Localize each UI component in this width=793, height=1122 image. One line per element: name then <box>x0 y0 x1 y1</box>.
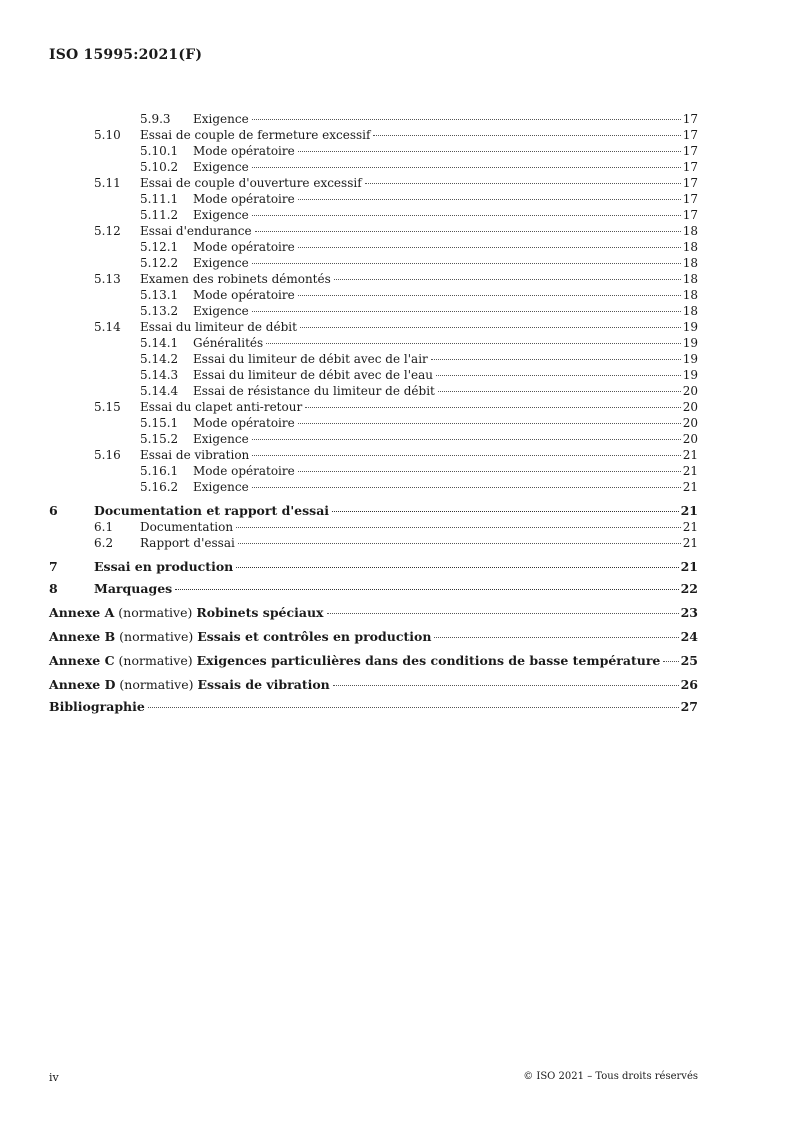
toc-entry-5-9-3[interactable] <box>49 111 698 127</box>
dot-leader <box>334 279 681 280</box>
toc-number: 5.15 <box>94 400 121 414</box>
dot-leader <box>434 637 678 638</box>
toc-page: 17 <box>682 112 698 126</box>
toc-entry-7[interactable] <box>49 559 698 575</box>
toc-page: 20 <box>682 384 698 398</box>
toc-page: 20 <box>682 432 698 446</box>
toc-number: 6.2 <box>94 536 114 550</box>
dot-leader <box>327 613 679 614</box>
toc-annex-b[interactable] <box>49 629 698 645</box>
toc-entry-5-16-1[interactable] <box>49 463 698 479</box>
toc-page: 20 <box>682 400 698 414</box>
annex-type: (normative) <box>118 605 193 620</box>
toc-number: 5.14.1 <box>140 336 179 350</box>
page-number: iv <box>49 1071 59 1084</box>
toc-number: 5.14.4 <box>140 384 179 398</box>
dot-leader <box>252 215 681 216</box>
toc-page: 17 <box>682 144 698 158</box>
toc-page: 21 <box>682 480 698 494</box>
toc-title: Exigence <box>193 480 249 494</box>
toc-title: Documentation <box>140 520 234 534</box>
dot-leader <box>252 455 680 456</box>
toc-entry-5-12-1[interactable] <box>49 239 698 255</box>
toc-page: 18 <box>682 224 698 238</box>
dot-leader <box>300 327 681 328</box>
toc-title: Mode opératoire <box>193 416 295 430</box>
toc-bibliography[interactable] <box>49 699 698 715</box>
toc-title <box>49 653 661 669</box>
toc-entry-5-14-2[interactable] <box>49 351 698 367</box>
toc-entry-6-2[interactable] <box>49 535 698 551</box>
toc-title: Essai de résistance du limiteur de débit <box>193 384 435 398</box>
toc-number: 5.13.1 <box>140 288 179 302</box>
toc-page: 23 <box>680 605 698 620</box>
toc-page: 17 <box>682 176 698 190</box>
toc-entry-6-1[interactable] <box>49 519 698 535</box>
document-id: ISO 15995:2021(F) <box>49 47 203 63</box>
toc-number: 7 <box>49 559 58 574</box>
toc-number: 5.14 <box>94 320 121 334</box>
toc-title: Essai de couple d'ouverture excessif <box>140 176 362 190</box>
toc-title: Examen des robinets démontés <box>140 272 331 286</box>
toc-number: 5.12 <box>94 224 121 238</box>
toc-title: Essai de couple de fermeture excessif <box>140 128 371 142</box>
toc-entry-5-16[interactable] <box>49 447 698 463</box>
toc-title: Documentation et rapport d'essai <box>94 503 330 518</box>
toc-page: 21 <box>682 520 698 534</box>
toc-number: 5.16.2 <box>140 480 179 494</box>
toc-number: 6.1 <box>94 520 114 534</box>
toc-title <box>49 677 331 693</box>
toc-title: Bibliographie <box>49 699 145 714</box>
toc-number: 5.16.1 <box>140 464 179 478</box>
toc-page: 18 <box>682 272 698 286</box>
toc-title: Généralités <box>193 336 264 350</box>
toc-title: Essai en production <box>94 559 234 574</box>
toc-title: Essai d'endurance <box>140 224 252 238</box>
toc-page: 20 <box>682 416 698 430</box>
annex-label: Annexe A <box>49 605 115 620</box>
dot-leader <box>252 439 681 440</box>
toc-number: 5.10.1 <box>140 144 179 158</box>
dot-leader <box>252 263 681 264</box>
dot-leader <box>373 135 680 136</box>
toc-number: 5.11 <box>94 176 121 190</box>
toc-entry-5-12-2[interactable] <box>49 255 698 271</box>
toc-page: 17 <box>682 208 698 222</box>
annex-type: (normative) <box>119 677 194 692</box>
toc-page: 27 <box>680 699 698 714</box>
toc-title: Essai de vibration <box>140 448 250 462</box>
dot-leader <box>252 119 681 120</box>
toc-number: 8 <box>49 581 58 596</box>
dot-leader <box>436 375 681 376</box>
toc-title: Rapport d'essai <box>140 536 235 550</box>
dot-leader <box>431 359 681 360</box>
annex-label: Annexe D <box>49 677 116 692</box>
dot-leader <box>332 511 679 512</box>
toc-number: 5.14.2 <box>140 352 179 366</box>
annex-label: Annexe C <box>49 653 115 668</box>
toc-entry-5-11-2[interactable] <box>49 207 698 223</box>
toc-page: 18 <box>682 304 698 318</box>
toc-number: 5.12.1 <box>140 240 179 254</box>
toc-title: Mode opératoire <box>193 192 295 206</box>
toc-entry-5-13-1[interactable] <box>49 287 698 303</box>
dot-leader <box>298 423 681 424</box>
toc-page: 17 <box>682 160 698 174</box>
dot-leader <box>298 247 681 248</box>
annex-title: Essais et contrôles en production <box>197 629 432 644</box>
toc-title: Exigence <box>193 432 249 446</box>
toc-number: 5.11.1 <box>140 192 179 206</box>
dot-leader <box>438 391 681 392</box>
dot-leader <box>236 527 681 528</box>
toc-title: Exigence <box>193 208 249 222</box>
toc-entry-5-15[interactable] <box>49 399 698 415</box>
toc-title: Mode opératoire <box>193 288 295 302</box>
toc-annex-d[interactable] <box>49 677 698 693</box>
toc-title: Exigence <box>193 160 249 174</box>
toc-annex-c[interactable] <box>49 653 698 669</box>
toc-entry-5-10-1[interactable] <box>49 143 698 159</box>
toc-title: Exigence <box>193 304 249 318</box>
toc-entry-5-15-1[interactable] <box>49 415 698 431</box>
dot-leader <box>333 685 679 686</box>
toc-title: Essai du limiteur de débit avec de l'eau <box>193 368 434 382</box>
toc-title: Mode opératoire <box>193 240 295 254</box>
toc-entry-5-13-2[interactable] <box>49 303 698 319</box>
dot-leader <box>298 151 681 152</box>
dot-leader <box>663 661 678 662</box>
toc-number: 5.10.2 <box>140 160 179 174</box>
toc-entry-5-11[interactable] <box>49 175 698 191</box>
toc-page: 21 <box>682 448 698 462</box>
annex-type: (normative) <box>119 629 194 644</box>
toc-entry-5-12[interactable] <box>49 223 698 239</box>
toc-page: 19 <box>682 352 698 366</box>
toc-page: 24 <box>680 629 698 644</box>
toc-title: Mode opératoire <box>193 144 295 158</box>
dot-leader <box>148 707 679 708</box>
toc-page: 18 <box>682 240 698 254</box>
toc-page: 19 <box>682 320 698 334</box>
dot-leader <box>175 589 678 590</box>
toc-number: 5.12.2 <box>140 256 179 270</box>
toc-page: 18 <box>682 256 698 270</box>
annex-title: Essais de vibration <box>197 677 330 692</box>
toc-title <box>49 605 325 621</box>
dot-leader <box>252 487 681 488</box>
toc-title: Exigence <box>193 112 249 126</box>
annex-label: Annexe B <box>49 629 116 644</box>
toc-page: 17 <box>682 128 698 142</box>
toc-entry-8[interactable] <box>49 581 698 597</box>
toc-title <box>49 629 432 645</box>
table-of-contents <box>49 111 698 715</box>
toc-page: 19 <box>682 336 698 350</box>
toc-entry-5-11-1[interactable] <box>49 191 698 207</box>
toc-number: 5.15.1 <box>140 416 179 430</box>
toc-page: 17 <box>682 192 698 206</box>
toc-entry-5-14-3[interactable] <box>49 367 698 383</box>
dot-leader <box>252 311 681 312</box>
toc-entry-5-14-1[interactable] <box>49 335 698 351</box>
toc-page: 21 <box>680 503 698 518</box>
toc-title: Mode opératoire <box>193 464 295 478</box>
dot-leader <box>298 471 681 472</box>
toc-number: 5.14.3 <box>140 368 179 382</box>
toc-entry-5-10[interactable] <box>49 127 698 143</box>
annex-title: Exigences particulières dans des conditions de basse température <box>196 653 661 668</box>
toc-page: 21 <box>682 536 698 550</box>
toc-number: 5.13.2 <box>140 304 179 318</box>
toc-title: Exigence <box>193 256 249 270</box>
toc-entry-5-10-2[interactable] <box>49 159 698 175</box>
toc-entry-5-16-2[interactable] <box>49 479 698 495</box>
dot-leader <box>298 295 681 296</box>
dot-leader <box>298 199 681 200</box>
toc-page: 26 <box>680 677 698 692</box>
toc-number: 5.15.2 <box>140 432 179 446</box>
toc-entry-5-14[interactable] <box>49 319 698 335</box>
toc-entry-6[interactable] <box>49 503 698 519</box>
annex-type: (normative) <box>118 653 193 668</box>
dot-leader <box>255 231 681 232</box>
toc-page: 21 <box>680 559 698 574</box>
toc-page: 19 <box>682 368 698 382</box>
toc-entry-5-14-4[interactable] <box>49 383 698 399</box>
toc-title: Marquages <box>94 581 173 596</box>
dot-leader <box>252 167 681 168</box>
toc-annex-a[interactable] <box>49 605 698 621</box>
toc-number: 6 <box>49 503 58 518</box>
copyright-notice: © ISO 2021 – Tous droits réservés <box>523 1071 698 1082</box>
toc-entry-5-13[interactable] <box>49 271 698 287</box>
toc-page: 22 <box>680 581 698 596</box>
toc-number: 5.11.2 <box>140 208 179 222</box>
toc-number: 5.9.3 <box>140 112 171 126</box>
dot-leader <box>238 543 681 544</box>
toc-page: 21 <box>682 464 698 478</box>
toc-title: Essai du clapet anti-retour <box>140 400 303 414</box>
dot-leader <box>305 407 681 408</box>
toc-number: 5.10 <box>94 128 121 142</box>
toc-title: Essai du limiteur de débit avec de l'air <box>193 352 428 366</box>
toc-number: 5.13 <box>94 272 121 286</box>
annex-title: Robinets spéciaux <box>196 605 324 620</box>
toc-page: 25 <box>680 653 698 668</box>
dot-leader <box>236 567 678 568</box>
toc-entry-5-15-2[interactable] <box>49 431 698 447</box>
toc-number: 5.16 <box>94 448 121 462</box>
dot-leader <box>365 183 681 184</box>
toc-page: 18 <box>682 288 698 302</box>
dot-leader <box>266 343 681 344</box>
toc-title: Essai du limiteur de débit <box>140 320 297 334</box>
